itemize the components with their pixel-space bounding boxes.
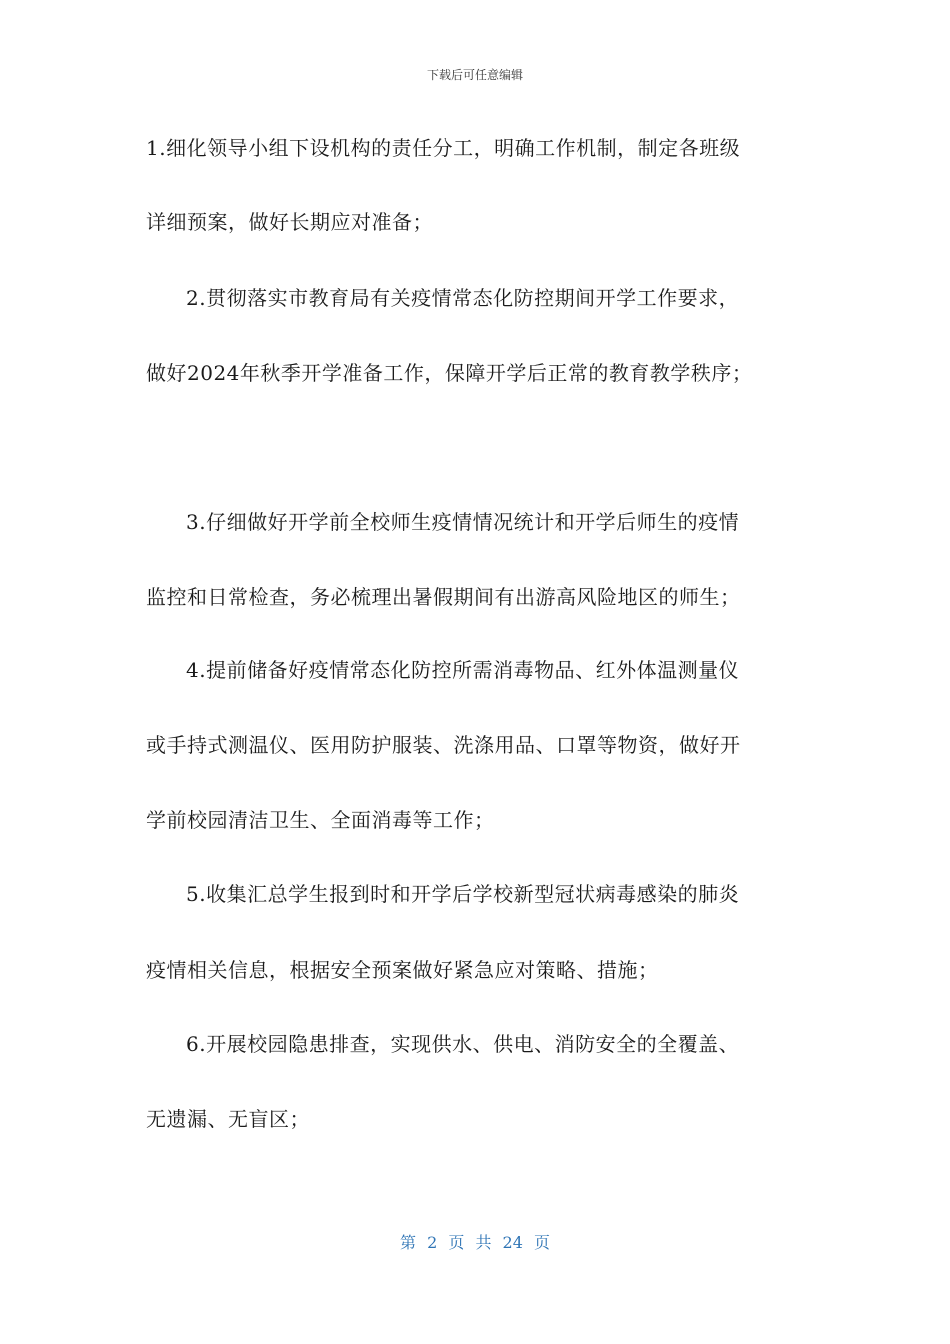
text-line: 5.收集汇总学生报到时和开学后学校新型冠状病毒感染的肺炎: [186, 882, 740, 906]
text-line: 无遗漏、无盲区；: [146, 1107, 310, 1131]
text-line: 6.开展校园隐患排查，实现供水、供电、消防安全的全覆盖、: [186, 1032, 740, 1056]
text-line: 1.细化领导小组下设机构的责任分工，明确工作机制，制定各班级: [146, 136, 741, 160]
text-line: 3.仔细做好开学前全校师生疫情情况统计和开学后师生的疫情: [186, 510, 740, 534]
text-line: 2.贯彻落实市教育局有关疫情常态化防控期间开学工作要求，: [186, 286, 740, 310]
text-line: 或手持式测温仪、医用防护服装、洗涤用品、口罩等物资，做好开: [146, 733, 741, 757]
text-line: 4.提前储备好疫情常态化防控所需消毒物品、红外体温测量仪: [186, 658, 740, 682]
page-number-footer: 第 2 页 共 24 页: [400, 1233, 550, 1252]
text-line: 详细预案，做好长期应对准备；: [146, 210, 433, 234]
page-header: 下载后可任意编辑: [426, 68, 523, 82]
text-line: 学前校园清洁卫生、全面消毒等工作；: [146, 808, 495, 832]
text-line: 监控和日常检查，务必梳理出暑假期间有出游高风险地区的师生；: [146, 585, 741, 609]
text-line: 疫情相关信息，根据安全预案做好紧急应对策略、措施；: [146, 958, 659, 982]
text-line: 做好2024年秋季开学准备工作，保障开学后正常的教育教学秩序；: [146, 361, 753, 385]
